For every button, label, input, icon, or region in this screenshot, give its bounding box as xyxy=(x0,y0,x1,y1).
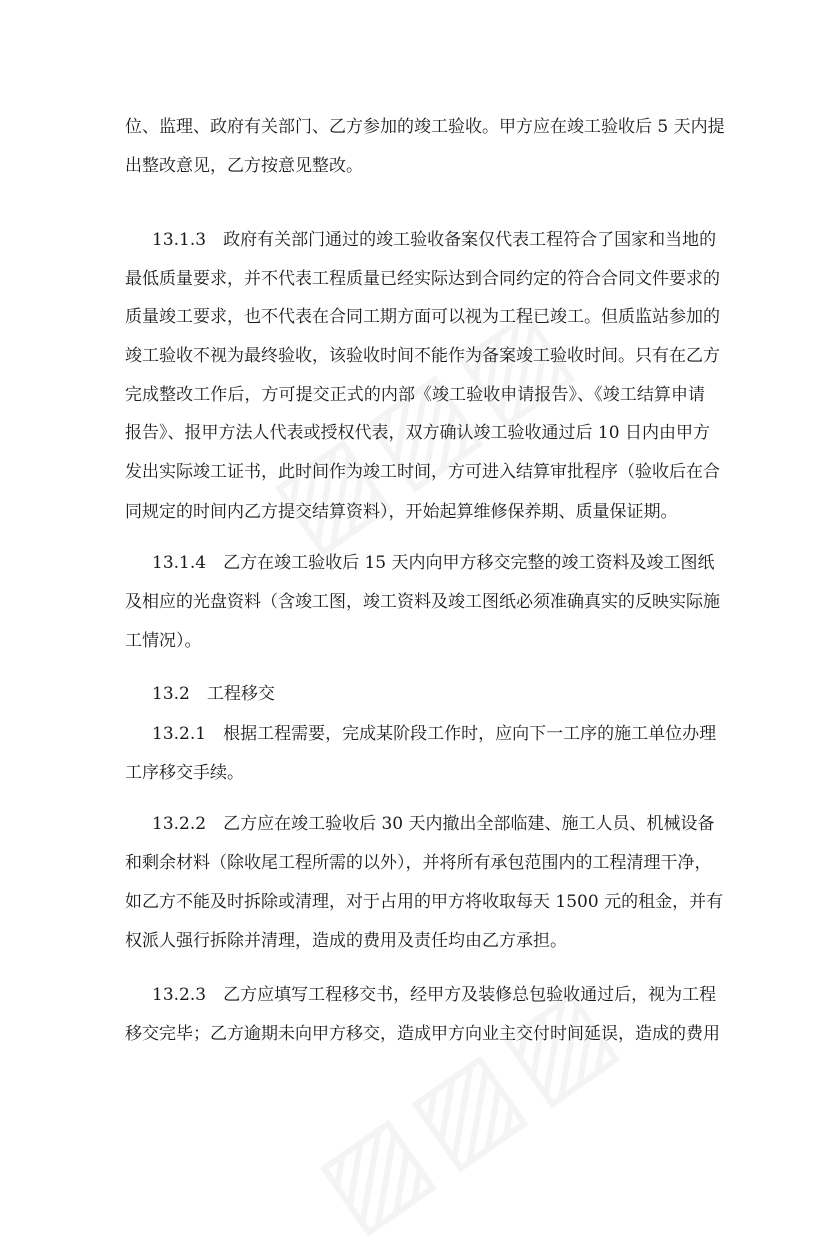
paragraph-line: 和剩余材料（除收尾工程所需的以外），并将所有承包范围内的工程清理干净， xyxy=(125,853,712,873)
paragraph-line: 及相应的光盘资料（含竣工图，竣工资料及竣工图纸必须准确真实的反映实际施 xyxy=(125,592,720,612)
paragraph-line: 权派人强行拆除并清理，造成的费用及责任均由乙方承担。 xyxy=(125,931,567,951)
paragraph-line: 工情况）。 xyxy=(125,631,202,651)
paragraph-line: 竣工验收不视为最终验收，该验收时间不能作为备案竣工验收时间。只有在乙方 xyxy=(125,346,720,366)
paragraph-line: 出整改意见，乙方按意见整改。 xyxy=(125,156,363,176)
paragraph-line: 工序移交手续。 xyxy=(125,763,244,783)
paragraph-line: 同规定的时间内乙方提交结算资料），开始起算维修保养期、质量保证期。 xyxy=(125,502,678,522)
paragraph-line: 报告》、报甲方法人代表或授权代表，双方确认竣工验收通过后 10 日内由甲方 xyxy=(125,423,710,443)
clause-13-2-2-line: 13.2.2 乙方应在竣工验收后 30 天内撤出全部临建、施工人员、机械设备 xyxy=(152,814,715,834)
paragraph-line: 质量竣工要求，也不代表在合同工期方面可以视为工程已竣工。但质监站参加的 xyxy=(125,307,720,327)
paragraph-line: 完成整改工作后，方可提交正式的内部《竣工验收申请报告》、《竣工结算申请 xyxy=(125,385,705,405)
section-heading-13-2: 13.2 工程移交 xyxy=(152,684,275,704)
clause-13-1-4-line: 13.1.4 乙方在竣工验收后 15 天内向甲方移交完整的竣工资料及竣工图纸 xyxy=(152,553,715,573)
paragraph-line: 最低质量要求，并不代表工程质量已经实际达到合同约定的符合合同文件要求的 xyxy=(125,269,720,289)
clause-13-2-3-line: 13.2.3 乙方应填写工程移交书，经甲方及装修总包验收通过后，视为工程 xyxy=(152,985,717,1005)
paragraph-line: 如乙方不能及时拆除或清理，对于占用的甲方将收取每天 1500 元的租金，并有 xyxy=(125,892,724,912)
paragraph-line: 位、监理、政府有关部门、乙方参加的竣工验收。甲方应在竣工验收后 5 天内提 xyxy=(125,117,725,137)
clause-13-2-1-line: 13.2.1 根据工程需要，完成某阶段工作时，应向下一工序的施工单位办理 xyxy=(152,724,717,744)
paragraph-line: 发出实际竣工证书，此时间作为竣工时间，方可进入结算审批程序（验收后在合 xyxy=(125,462,720,482)
clause-13-1-3-line: 13.1.3 政府有关部门通过的竣工验收备案仅代表工程符合了国家和当地的 xyxy=(152,230,717,250)
paragraph-line: 移交完毕；乙方逾期未向甲方移交，造成甲方向业主交付时间延误，造成的费用 xyxy=(125,1024,720,1044)
